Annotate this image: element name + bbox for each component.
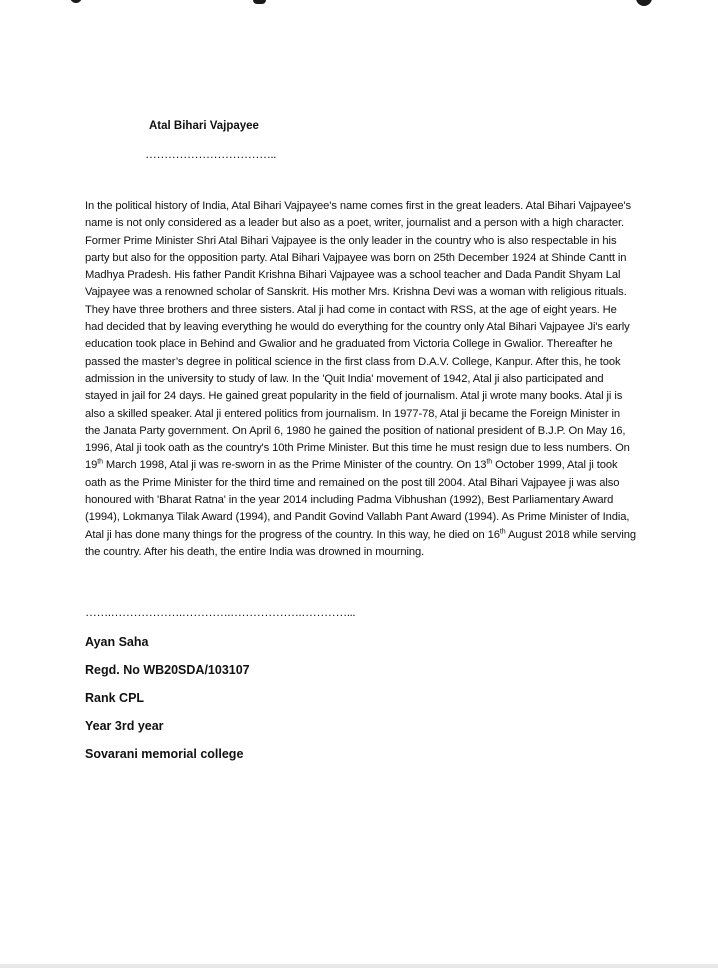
essay-text-part-1: In the political history of India, Atal Bihari Vajpayee's name comes first in the great leaders. Atal Bihari Vajpayee's name is not only considered as a leader but also as a poet, writer, journalist and a person with a high character. Former Prime Minister Shri Atal Bihari Vajpayee is the only leader in the country who is also respectable in his party but also for the opposition party. Atal Bihari Vajpayee was born on 25th December 1924 at Shinde Cantt in Madhya Pradesh. His father Pandit Krishna Bihari Vajpayee was a school teacher and Dada Pandit Shyam Lal Vajpayee was a renowned scholar of Sanskrit. His mother Mrs. Krishna Devi was a woman with religious rituals. They have three brothers and three sisters. Atal ji had come in contact with RSS, at the age of eight years. He had decided that by leaving everything he would do everything for the country only Atal Bihari Vajpayee Ji's early education took place in Behind and Gwalior and he graduated from Victoria College in Gwalior. Thereafter he passed the master’s degree in political science in the first class from D.A.V. College, Kanpur. After this, he took admission in the university to study of law. In the 'Quit India' movement of 1942, Atal ji also participated and stayed in jail for 24 days. He gained great popularity in the field of journalism. Atal ji wrote many books. Atal ji is also a skilled speaker. Atal ji entered politics from journalism. In 1977-78, Atal ji became the Foreign Minister in the Janata Party government. On April 6, 1980 he gained the position of national president of B.J.P. On May 16, 1996, Atal ji took oath as the country's 10th Prime Minister. But this time he must resign due to less numbers. On 19	[85, 200, 632, 472]
cropped-heading-fragment	[0, 0, 718, 10]
ordinal-suffix: th	[97, 458, 103, 466]
college-name: Sovarani memorial college	[85, 747, 244, 761]
ordinal-suffix: th	[499, 527, 506, 535]
rank: Rank CPL	[85, 691, 145, 705]
essay-text-part-4: August 2018 while serving the country. After his death, the entire India was drowned in mourning.	[85, 528, 637, 558]
ordinal-suffix: th	[486, 458, 493, 466]
author-name: Ayan Saha	[85, 635, 149, 649]
bottom-separator: …….……………….………….……………….…………...	[85, 605, 355, 619]
registration-number: Regd. No WB20SDA/103107	[85, 663, 250, 677]
essay-text-part-3: October 1999, Atal ji took oath as the Prime Minister for the third time and remained on the post till 2004. Atal Bihari Vajpayee ji was also honoured with 'Bharat Ratna' in the year 2014 including Padma Vibhushan (1992), Best Parliamentary Award (1994), Lokmanya Tilak Award (1994), and Pandit Govind Vallabh Pant Award (1994). As Prime Minister of India, Atal ji has done many things for the progress of the country. In this way, he died on 16	[85, 459, 630, 541]
page-bottom-edge	[0, 964, 718, 968]
top-separator: ……………………………..	[145, 147, 276, 161]
academic-year: Year 3rd year	[85, 719, 164, 733]
document-title: Atal Bihari Vajpayee	[149, 120, 259, 132]
essay-text-part-2: March 1998, Atal ji was re-sworn in as the Prime Minister of the country. On 13	[102, 459, 487, 472]
essay-paragraph	[85, 198, 637, 561]
